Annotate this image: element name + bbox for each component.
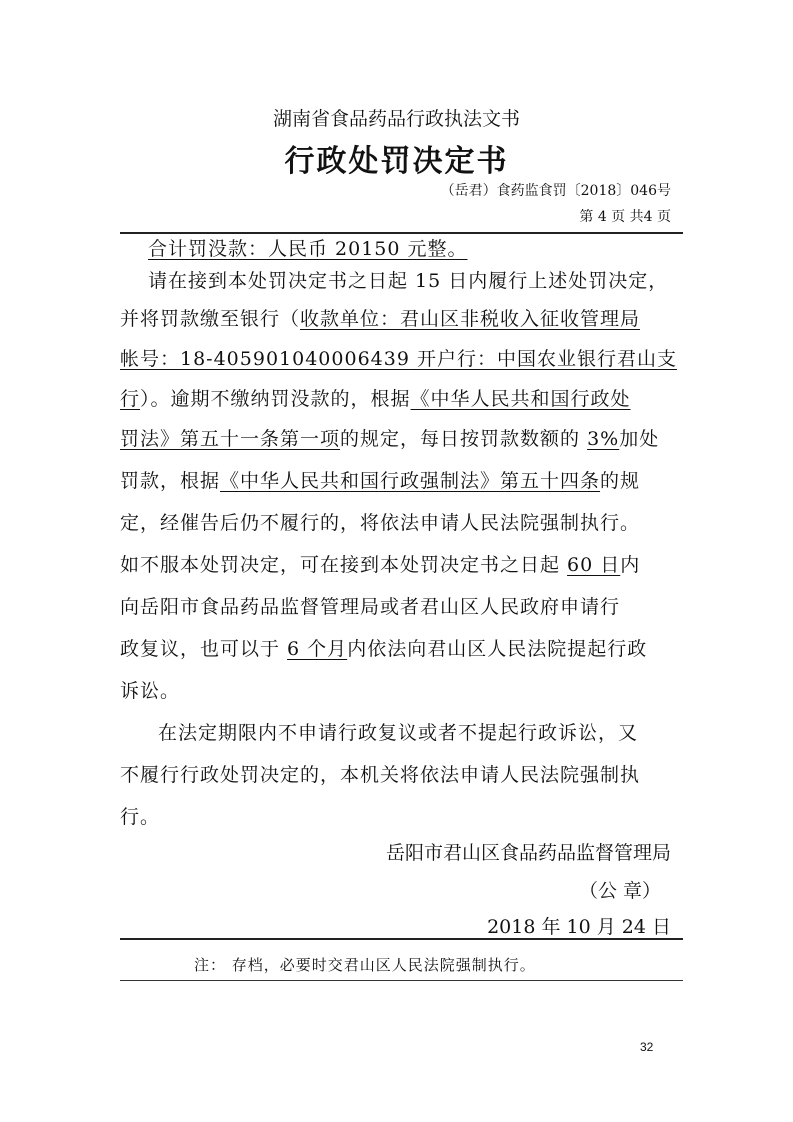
document-number: （岳君）食药监食罚〔2018〕046号: [440, 183, 671, 199]
issuer-type-heading: 湖南省食品药品行政执法文书: [272, 108, 520, 130]
issue-date: 2018 年 10 月 24 日: [487, 916, 671, 938]
paragraph2-line-2: 不履行行政处罚决定的，本机关将依法申请人民法院强制执: [120, 764, 641, 786]
body-line-6: 罚款，根据《中华人民共和国行政强制法》第五十四条的规: [120, 470, 641, 492]
page-info: 第 4 页 共4 页: [579, 209, 671, 225]
document-title: 行政处罚决定书: [284, 144, 509, 179]
paragraph2-line-3: 行。: [120, 806, 161, 828]
bottom-divider-top: [120, 938, 683, 940]
body-line-3: 帐号：18-405901040006439 开户行：中国农业银行君山支: [120, 348, 677, 370]
issuing-organization: 岳阳市君山区食品药品监督管理局: [385, 842, 671, 864]
body-line-8: 如不服本处罚决定，可在接到本处罚决定书之日起 60 日内: [120, 554, 641, 576]
body-line-1: 请在接到本处罚决定书之日起 15 日内履行上述处罚决定，: [148, 270, 669, 292]
body-line-10: 政复议，也可以于 6 个月内依法向君山区人民法院提起行政: [120, 638, 648, 660]
footer-note: 注： 存档，必要时交君山区人民法院强制执行。: [194, 956, 536, 974]
body-line-11: 诉讼。: [120, 680, 181, 702]
body-line-2: 并将罚款缴至银行（收款单位：君山区非税收入征收管理局: [120, 308, 641, 330]
body-line-4: 行）。逾期不缴纳罚没款的，根据《中华人民共和国行政处: [120, 388, 631, 410]
body-line-9: 向岳阳市食品药品监督管理局或者君山区人民政府申请行: [120, 596, 621, 618]
bottom-divider-bottom: [120, 980, 683, 981]
paragraph2-line-1: 在法定期限内不申请行政复议或者不提起行政诉讼，又: [158, 722, 639, 744]
page-number: 32: [640, 1040, 654, 1054]
body-line-7: 定，经催告后仍不履行的，将依法申请人民法院强制执行。: [120, 512, 641, 534]
body-line-5: 罚法》第五十一条第一项的规定，每日按罚款数额的 3%加处: [120, 428, 660, 450]
official-seal-label: （公 章）: [578, 880, 661, 902]
total-fine: 合计罚没款：人民币 20150 元整。: [148, 238, 468, 260]
